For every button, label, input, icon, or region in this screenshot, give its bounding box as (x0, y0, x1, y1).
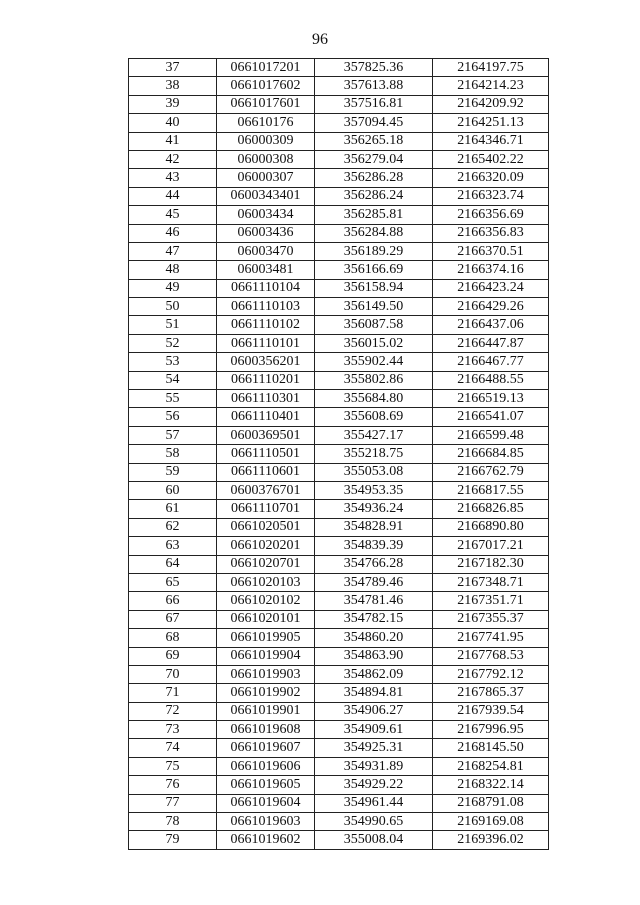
page-number: 96 (312, 31, 328, 48)
x-coordinate-cell: 354909.61 (315, 721, 433, 739)
point-number-cell: 75 (129, 757, 217, 775)
x-coordinate-cell: 356284.88 (315, 224, 433, 242)
point-number-cell: 54 (129, 371, 217, 389)
table-row (129, 261, 549, 279)
point-code-cell: 0661110601 (217, 463, 315, 481)
point-number-cell: 49 (129, 279, 217, 297)
y-coordinate-cell: 2166817.55 (433, 481, 549, 499)
point-code-cell: 0661110103 (217, 298, 315, 316)
y-coordinate-cell: 2166762.79 (433, 463, 549, 481)
point-code-cell: 06003481 (217, 261, 315, 279)
point-number-cell: 52 (129, 334, 217, 352)
x-coordinate-cell: 355218.75 (315, 445, 433, 463)
x-coordinate-cell: 354961.44 (315, 794, 433, 812)
point-code-cell: 0661019605 (217, 776, 315, 794)
table-row (129, 537, 549, 555)
y-coordinate-cell: 2166370.51 (433, 242, 549, 260)
table-row (129, 150, 549, 168)
coordinates-table-body (129, 59, 549, 850)
y-coordinate-cell: 2167939.54 (433, 702, 549, 720)
point-number-cell: 67 (129, 610, 217, 628)
y-coordinate-cell: 2167865.37 (433, 684, 549, 702)
table-row (129, 169, 549, 187)
table-row (129, 592, 549, 610)
point-code-cell: 0600356201 (217, 353, 315, 371)
point-number-cell: 60 (129, 481, 217, 499)
point-code-cell: 0661019905 (217, 629, 315, 647)
point-code-cell: 0661020501 (217, 518, 315, 536)
point-code-cell: 0661110501 (217, 445, 315, 463)
y-coordinate-cell: 2167182.30 (433, 555, 549, 573)
y-coordinate-cell: 2167996.95 (433, 721, 549, 739)
table-row (129, 426, 549, 444)
table-row (129, 206, 549, 224)
table-row (129, 794, 549, 812)
x-coordinate-cell: 354925.31 (315, 739, 433, 757)
point-code-cell: 0661019604 (217, 794, 315, 812)
point-code-cell: 0661019901 (217, 702, 315, 720)
table-row (129, 114, 549, 132)
x-coordinate-cell: 357094.45 (315, 114, 433, 132)
x-coordinate-cell: 354929.22 (315, 776, 433, 794)
point-code-cell: 0661017602 (217, 77, 315, 95)
table-row (129, 702, 549, 720)
x-coordinate-cell: 354863.90 (315, 647, 433, 665)
point-code-cell: 06003436 (217, 224, 315, 242)
y-coordinate-cell: 2167792.12 (433, 665, 549, 683)
point-code-cell: 06003434 (217, 206, 315, 224)
point-code-cell: 0661019903 (217, 665, 315, 683)
x-coordinate-cell: 357613.88 (315, 77, 433, 95)
point-code-cell: 0661019904 (217, 647, 315, 665)
point-number-cell: 59 (129, 463, 217, 481)
y-coordinate-cell: 2164197.75 (433, 59, 549, 77)
point-number-cell: 47 (129, 242, 217, 260)
table-row (129, 647, 549, 665)
x-coordinate-cell: 356265.18 (315, 132, 433, 150)
x-coordinate-cell: 356149.50 (315, 298, 433, 316)
table-row (129, 279, 549, 297)
table-row (129, 371, 549, 389)
point-number-cell: 79 (129, 831, 217, 849)
y-coordinate-cell: 2166519.13 (433, 390, 549, 408)
point-code-cell: 0661020201 (217, 537, 315, 555)
point-code-cell: 0661019606 (217, 757, 315, 775)
y-coordinate-cell: 2166890.80 (433, 518, 549, 536)
point-number-cell: 53 (129, 353, 217, 371)
y-coordinate-cell: 2167355.37 (433, 610, 549, 628)
x-coordinate-cell: 356189.29 (315, 242, 433, 260)
point-number-cell: 65 (129, 573, 217, 591)
point-code-cell: 0661020103 (217, 573, 315, 591)
point-code-cell: 0661020101 (217, 610, 315, 628)
table-row (129, 316, 549, 334)
point-code-cell: 06610176 (217, 114, 315, 132)
y-coordinate-cell: 2167348.71 (433, 573, 549, 591)
y-coordinate-cell: 2166826.85 (433, 500, 549, 518)
x-coordinate-cell: 354860.20 (315, 629, 433, 647)
x-coordinate-cell: 355902.44 (315, 353, 433, 371)
point-code-cell: 0661020102 (217, 592, 315, 610)
x-coordinate-cell: 355684.80 (315, 390, 433, 408)
y-coordinate-cell: 2164214.23 (433, 77, 549, 95)
point-number-cell: 62 (129, 518, 217, 536)
point-code-cell: 06000307 (217, 169, 315, 187)
table-row (129, 481, 549, 499)
coordinates-table (128, 58, 549, 850)
x-coordinate-cell: 354839.39 (315, 537, 433, 555)
table-row (129, 813, 549, 831)
point-number-cell: 70 (129, 665, 217, 683)
point-code-cell: 0600369501 (217, 426, 315, 444)
point-code-cell: 0600343401 (217, 187, 315, 205)
x-coordinate-cell: 355008.04 (315, 831, 433, 849)
x-coordinate-cell: 355608.69 (315, 408, 433, 426)
x-coordinate-cell: 354990.65 (315, 813, 433, 831)
y-coordinate-cell: 2166467.77 (433, 353, 549, 371)
point-number-cell: 71 (129, 684, 217, 702)
point-number-cell: 76 (129, 776, 217, 794)
y-coordinate-cell: 2166356.83 (433, 224, 549, 242)
y-coordinate-cell: 2164209.92 (433, 95, 549, 113)
table-row (129, 298, 549, 316)
point-code-cell: 0661110101 (217, 334, 315, 352)
y-coordinate-cell: 2166323.74 (433, 187, 549, 205)
point-code-cell: 0661110104 (217, 279, 315, 297)
table-row (129, 242, 549, 260)
table-row (129, 518, 549, 536)
table-row (129, 573, 549, 591)
table-row (129, 684, 549, 702)
y-coordinate-cell: 2165402.22 (433, 150, 549, 168)
y-coordinate-cell: 2164251.13 (433, 114, 549, 132)
y-coordinate-cell: 2166320.09 (433, 169, 549, 187)
x-coordinate-cell: 357825.36 (315, 59, 433, 77)
x-coordinate-cell: 356158.94 (315, 279, 433, 297)
table-row (129, 629, 549, 647)
table-row (129, 132, 549, 150)
y-coordinate-cell: 2167017.21 (433, 537, 549, 555)
table-row (129, 187, 549, 205)
x-coordinate-cell: 354906.27 (315, 702, 433, 720)
x-coordinate-cell: 356087.58 (315, 316, 433, 334)
point-code-cell: 0661019902 (217, 684, 315, 702)
point-number-cell: 38 (129, 77, 217, 95)
table-row (129, 59, 549, 77)
x-coordinate-cell: 354936.24 (315, 500, 433, 518)
table-row (129, 776, 549, 794)
point-number-cell: 37 (129, 59, 217, 77)
table-row (129, 77, 549, 95)
table-row (129, 353, 549, 371)
table-row (129, 500, 549, 518)
x-coordinate-cell: 356286.24 (315, 187, 433, 205)
x-coordinate-cell: 356166.69 (315, 261, 433, 279)
point-number-cell: 77 (129, 794, 217, 812)
x-coordinate-cell: 357516.81 (315, 95, 433, 113)
point-number-cell: 55 (129, 390, 217, 408)
point-number-cell: 63 (129, 537, 217, 555)
y-coordinate-cell: 2168145.50 (433, 739, 549, 757)
y-coordinate-cell: 2166447.87 (433, 334, 549, 352)
x-coordinate-cell: 355427.17 (315, 426, 433, 444)
point-code-cell: 06000309 (217, 132, 315, 150)
x-coordinate-cell: 354931.89 (315, 757, 433, 775)
y-coordinate-cell: 2167741.95 (433, 629, 549, 647)
point-number-cell: 74 (129, 739, 217, 757)
y-coordinate-cell: 2168254.81 (433, 757, 549, 775)
table-row (129, 463, 549, 481)
point-number-cell: 68 (129, 629, 217, 647)
x-coordinate-cell: 354789.46 (315, 573, 433, 591)
y-coordinate-cell: 2167351.71 (433, 592, 549, 610)
y-coordinate-cell: 2168322.14 (433, 776, 549, 794)
y-coordinate-cell: 2166423.24 (433, 279, 549, 297)
point-code-cell: 0661019607 (217, 739, 315, 757)
point-code-cell: 0661019608 (217, 721, 315, 739)
point-number-cell: 39 (129, 95, 217, 113)
x-coordinate-cell: 356015.02 (315, 334, 433, 352)
x-coordinate-cell: 356279.04 (315, 150, 433, 168)
point-code-cell: 06003470 (217, 242, 315, 260)
y-coordinate-cell: 2166684.85 (433, 445, 549, 463)
point-number-cell: 56 (129, 408, 217, 426)
y-coordinate-cell: 2166374.16 (433, 261, 549, 279)
y-coordinate-cell: 2166437.06 (433, 316, 549, 334)
point-number-cell: 61 (129, 500, 217, 518)
point-code-cell: 0661110701 (217, 500, 315, 518)
x-coordinate-cell: 354828.91 (315, 518, 433, 536)
x-coordinate-cell: 354894.81 (315, 684, 433, 702)
x-coordinate-cell: 356285.81 (315, 206, 433, 224)
point-number-cell: 44 (129, 187, 217, 205)
point-number-cell: 51 (129, 316, 217, 334)
point-number-cell: 41 (129, 132, 217, 150)
point-number-cell: 66 (129, 592, 217, 610)
point-code-cell: 0661110201 (217, 371, 315, 389)
x-coordinate-cell: 355802.86 (315, 371, 433, 389)
table-row (129, 224, 549, 242)
point-number-cell: 64 (129, 555, 217, 573)
point-code-cell: 0661110102 (217, 316, 315, 334)
x-coordinate-cell: 355053.08 (315, 463, 433, 481)
x-coordinate-cell: 354781.46 (315, 592, 433, 610)
point-number-cell: 42 (129, 150, 217, 168)
table-row (129, 610, 549, 628)
y-coordinate-cell: 2166599.48 (433, 426, 549, 444)
table-row (129, 445, 549, 463)
table-row (129, 739, 549, 757)
y-coordinate-cell: 2167768.53 (433, 647, 549, 665)
point-code-cell: 0661017601 (217, 95, 315, 113)
table-row (129, 95, 549, 113)
point-number-cell: 50 (129, 298, 217, 316)
y-coordinate-cell: 2164346.71 (433, 132, 549, 150)
y-coordinate-cell: 2169169.08 (433, 813, 549, 831)
point-number-cell: 48 (129, 261, 217, 279)
table-row (129, 665, 549, 683)
point-code-cell: 0600376701 (217, 481, 315, 499)
point-number-cell: 46 (129, 224, 217, 242)
point-code-cell: 0661110401 (217, 408, 315, 426)
y-coordinate-cell: 2166541.07 (433, 408, 549, 426)
y-coordinate-cell: 2168791.08 (433, 794, 549, 812)
y-coordinate-cell: 2166488.55 (433, 371, 549, 389)
table-row (129, 831, 549, 849)
x-coordinate-cell: 354953.35 (315, 481, 433, 499)
table-row (129, 721, 549, 739)
y-coordinate-cell: 2166356.69 (433, 206, 549, 224)
table-row (129, 555, 549, 573)
point-number-cell: 69 (129, 647, 217, 665)
y-coordinate-cell: 2166429.26 (433, 298, 549, 316)
point-number-cell: 73 (129, 721, 217, 739)
x-coordinate-cell: 356286.28 (315, 169, 433, 187)
point-code-cell: 0661110301 (217, 390, 315, 408)
x-coordinate-cell: 354782.15 (315, 610, 433, 628)
table-row (129, 757, 549, 775)
x-coordinate-cell: 354766.28 (315, 555, 433, 573)
table-row (129, 408, 549, 426)
point-number-cell: 40 (129, 114, 217, 132)
point-code-cell: 0661019602 (217, 831, 315, 849)
point-number-cell: 58 (129, 445, 217, 463)
table-row (129, 390, 549, 408)
point-code-cell: 06000308 (217, 150, 315, 168)
point-number-cell: 43 (129, 169, 217, 187)
point-number-cell: 72 (129, 702, 217, 720)
table-row (129, 334, 549, 352)
point-code-cell: 0661019603 (217, 813, 315, 831)
y-coordinate-cell: 2169396.02 (433, 831, 549, 849)
x-coordinate-cell: 354862.09 (315, 665, 433, 683)
point-code-cell: 0661020701 (217, 555, 315, 573)
point-number-cell: 78 (129, 813, 217, 831)
point-code-cell: 0661017201 (217, 59, 315, 77)
point-number-cell: 45 (129, 206, 217, 224)
point-number-cell: 57 (129, 426, 217, 444)
